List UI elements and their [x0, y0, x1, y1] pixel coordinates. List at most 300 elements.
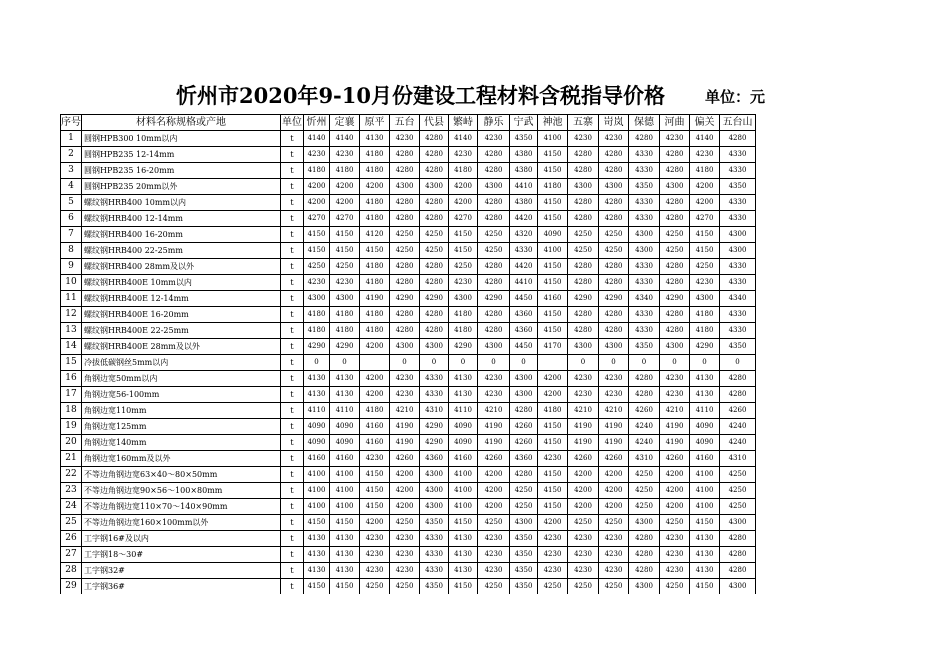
price-cell: 4200	[660, 467, 690, 483]
price-cell: 4160	[304, 451, 330, 467]
material-name-cell: 角钢边宽160mm及以外	[82, 451, 281, 467]
price-cell: 4230	[568, 547, 599, 563]
price-cell: 4200	[360, 179, 390, 195]
price-cell: 4300	[599, 179, 629, 195]
price-cell: 4280	[720, 531, 756, 547]
unit-cell: t	[281, 515, 304, 531]
price-cell: 4280	[390, 147, 420, 163]
price-cell: 4250	[568, 227, 599, 243]
price-cell: 4260	[478, 451, 510, 467]
price-cell: 4350	[510, 531, 538, 547]
price-cell: 4230	[330, 275, 360, 291]
page-title: 忻州市2020年9-10月份建设工程材料含税指导价格	[176, 83, 665, 108]
unit-label: 单位：元	[705, 88, 766, 106]
price-cell: 4150	[449, 515, 478, 531]
price-cell: 4300	[660, 179, 690, 195]
price-cell: 4230	[599, 387, 629, 403]
column-header: 宁武	[510, 115, 538, 131]
material-name-cell: 螺纹钢HRB400 22-25mm	[82, 243, 281, 259]
table-row	[61, 211, 756, 227]
price-cell: 4290	[420, 435, 449, 451]
price-cell: 4280	[599, 211, 629, 227]
price-cell: 4150	[690, 515, 720, 531]
unit-cell: t	[281, 483, 304, 499]
price-cell: 4130	[304, 387, 330, 403]
price-cell: 4230	[538, 531, 568, 547]
price-cell: 4280	[720, 547, 756, 563]
price-cell: 4090	[538, 227, 568, 243]
price-cell: 4200	[568, 467, 599, 483]
price-cell: 4200	[390, 467, 420, 483]
price-cell: 4280	[390, 275, 420, 291]
unit-cell: t	[281, 323, 304, 339]
price-cell: 4300	[568, 179, 599, 195]
price-cell: 4180	[360, 323, 390, 339]
price-cell: 4150	[449, 579, 478, 595]
price-cell: 4250	[660, 515, 690, 531]
price-cell: 4150	[538, 259, 568, 275]
price-cell: 0	[720, 355, 756, 371]
price-cell: 4260	[720, 403, 756, 419]
price-cell: 4230	[478, 371, 510, 387]
price-cell: 4230	[568, 387, 599, 403]
price-cell: 4290	[304, 339, 330, 355]
price-cell: 4280	[420, 163, 449, 179]
price-cell: 4200	[360, 515, 390, 531]
material-name-cell: 不等边角钢边宽110×70～140×90mm	[82, 499, 281, 515]
price-cell: 4280	[629, 371, 660, 387]
price-cell: 4200	[538, 371, 568, 387]
table-row	[61, 259, 756, 275]
price-cell: 4280	[720, 131, 756, 147]
price-cell: 4410	[510, 275, 538, 291]
price-cell: 4190	[599, 419, 629, 435]
price-cell: 4200	[360, 387, 390, 403]
price-cell: 4280	[478, 147, 510, 163]
price-cell: 4290	[449, 339, 478, 355]
price-cell: 4330	[420, 371, 449, 387]
price-cell: 4280	[629, 531, 660, 547]
row-seq-cell: 17	[61, 387, 82, 403]
material-name-cell: 工字钢18～30#	[82, 547, 281, 563]
price-cell: 4300	[449, 291, 478, 307]
price-cell: 4230	[390, 531, 420, 547]
price-cell: 4270	[690, 211, 720, 227]
price-cell: 4330	[720, 259, 756, 275]
price-cell: 4110	[449, 403, 478, 419]
price-cell: 4340	[629, 291, 660, 307]
price-cell: 4150	[360, 483, 390, 499]
price-cell: 4230	[360, 531, 390, 547]
price-cell: 4280	[568, 307, 599, 323]
price-cell: 0	[420, 355, 449, 371]
price-cell: 4190	[568, 419, 599, 435]
price-cell: 4280	[660, 163, 690, 179]
price-cell: 4200	[390, 499, 420, 515]
material-name-cell: 螺纹钢HRB400 28mm及以外	[82, 259, 281, 275]
unit-cell: t	[281, 307, 304, 323]
price-cell: 4250	[568, 243, 599, 259]
column-header: 河曲	[660, 115, 690, 131]
price-cell: 4230	[478, 387, 510, 403]
price-cell: 4090	[449, 435, 478, 451]
price-cell: 4210	[390, 403, 420, 419]
price-cell: 4180	[330, 307, 360, 323]
price-cell: 4150	[304, 515, 330, 531]
price-cell: 4180	[690, 163, 720, 179]
price-cell: 4160	[538, 291, 568, 307]
price-cell: 4250	[330, 259, 360, 275]
price-cell: 4450	[510, 339, 538, 355]
price-cell: 4280	[660, 195, 690, 211]
price-cell: 4230	[478, 563, 510, 579]
price-cell: 4250	[720, 467, 756, 483]
price-cell: 0	[568, 355, 599, 371]
unit-cell: t	[281, 451, 304, 467]
price-cell: 4150	[690, 227, 720, 243]
price-cell: 4230	[660, 371, 690, 387]
material-name-cell: 不等边角钢边宽160×100mm以外	[82, 515, 281, 531]
price-cell: 4130	[330, 547, 360, 563]
title-row	[0, 80, 950, 110]
price-cell: 4130	[330, 387, 360, 403]
price-cell: 4280	[420, 323, 449, 339]
price-cell: 4150	[330, 227, 360, 243]
price-cell: 4380	[510, 195, 538, 211]
price-cell: 4100	[690, 499, 720, 515]
price-cell: 4150	[538, 467, 568, 483]
column-header: 代县	[420, 115, 449, 131]
price-cell: 4310	[629, 451, 660, 467]
price-cell: 4260	[510, 419, 538, 435]
price-cell: 4280	[629, 131, 660, 147]
row-seq-cell: 9	[61, 259, 82, 275]
price-cell: 4300	[420, 339, 449, 355]
price-cell: 4230	[360, 547, 390, 563]
price-cell: 4300	[478, 179, 510, 195]
price-cell: 4330	[720, 211, 756, 227]
price-cell: 4130	[304, 563, 330, 579]
table-row	[61, 547, 756, 563]
price-cell: 4300	[629, 515, 660, 531]
price-cell: 4200	[538, 387, 568, 403]
price-cell: 4130	[690, 531, 720, 547]
price-cell: 4250	[360, 579, 390, 595]
price-cell: 4200	[660, 499, 690, 515]
unit-cell: t	[281, 147, 304, 163]
row-seq-cell: 5	[61, 195, 82, 211]
price-cell: 4200	[304, 195, 330, 211]
unit-cell: t	[281, 403, 304, 419]
table-row	[61, 227, 756, 243]
price-cell: 4090	[690, 419, 720, 435]
price-cell: 4150	[690, 243, 720, 259]
price-cell: 4250	[568, 579, 599, 595]
price-cell: 4150	[360, 243, 390, 259]
price-cell: 4190	[660, 435, 690, 451]
row-seq-cell: 25	[61, 515, 82, 531]
row-seq-cell: 29	[61, 579, 82, 595]
price-cell: 4160	[449, 451, 478, 467]
price-cell: 4130	[449, 387, 478, 403]
price-cell: 4100	[449, 483, 478, 499]
unit-cell: t	[281, 547, 304, 563]
material-name-cell: 圆钢HPB235 12-14mm	[82, 147, 281, 163]
price-cell: 4280	[420, 259, 449, 275]
price-cell: 4260	[599, 451, 629, 467]
price-cell: 4250	[629, 467, 660, 483]
material-name-cell: 螺纹钢HRB400 10mm以内	[82, 195, 281, 211]
unit-cell: t	[281, 179, 304, 195]
material-name-cell: 螺纹钢HRB400 12-14mm	[82, 211, 281, 227]
price-cell: 4260	[660, 451, 690, 467]
price-cell: 4350	[420, 515, 449, 531]
price-cell: 4130	[690, 547, 720, 563]
price-cell: 4280	[478, 163, 510, 179]
price-cell: 4130	[360, 131, 390, 147]
price-cell: 4100	[330, 499, 360, 515]
price-cell: 4250	[478, 243, 510, 259]
table-row	[61, 195, 756, 211]
unit-cell: t	[281, 435, 304, 451]
price-cell: 4180	[360, 259, 390, 275]
price-cell: 4280	[599, 323, 629, 339]
price-cell: 4200	[478, 499, 510, 515]
price-cell: 4140	[304, 131, 330, 147]
price-cell: 4160	[360, 435, 390, 451]
price-cell: 4330	[629, 275, 660, 291]
price-cell: 4350	[720, 339, 756, 355]
price-cell: 4270	[304, 211, 330, 227]
price-cell: 0	[629, 355, 660, 371]
price-cell: 4180	[304, 163, 330, 179]
price-cell: 4200	[690, 179, 720, 195]
price-cell: 4250	[599, 227, 629, 243]
price-cell: 4150	[304, 243, 330, 259]
price-cell: 4250	[720, 483, 756, 499]
row-seq-cell: 28	[61, 563, 82, 579]
price-cell: 4100	[304, 499, 330, 515]
price-cell: 4230	[599, 131, 629, 147]
price-cell: 4250	[599, 243, 629, 259]
price-cell: 4090	[304, 435, 330, 451]
material-name-cell: 圆钢HPB235 20mm以外	[82, 179, 281, 195]
price-cell: 4190	[478, 435, 510, 451]
price-cell: 4310	[420, 403, 449, 419]
price-cell: 4150	[538, 195, 568, 211]
material-name-cell: 圆钢HPB235 16-20mm	[82, 163, 281, 179]
price-cell: 4280	[629, 547, 660, 563]
column-header: 岢岚	[599, 115, 629, 131]
price-cell: 4190	[390, 435, 420, 451]
price-cell: 4200	[330, 195, 360, 211]
price-cell: 4200	[660, 483, 690, 499]
table-row	[61, 339, 756, 355]
table-row	[61, 531, 756, 547]
price-cell: 4160	[330, 451, 360, 467]
price-cell: 4280	[420, 307, 449, 323]
price-cell: 4280	[390, 195, 420, 211]
price-cell: 4100	[330, 467, 360, 483]
price-cell: 4250	[629, 483, 660, 499]
row-seq-cell: 11	[61, 291, 82, 307]
price-cell: 4230	[390, 131, 420, 147]
price-cell: 4180	[360, 195, 390, 211]
price-cell: 4290	[478, 291, 510, 307]
price-cell: 4150	[360, 499, 390, 515]
unit-cell: t	[281, 163, 304, 179]
price-cell: 4280	[599, 259, 629, 275]
price-cell: 4130	[690, 387, 720, 403]
price-cell: 4330	[720, 195, 756, 211]
price-cell: 4330	[420, 547, 449, 563]
price-cell: 4280	[568, 211, 599, 227]
row-seq-cell: 26	[61, 531, 82, 547]
row-seq-cell: 10	[61, 275, 82, 291]
table-row	[61, 275, 756, 291]
price-cell: 4250	[390, 579, 420, 595]
price-cell: 4190	[478, 419, 510, 435]
price-cell: 4280	[599, 307, 629, 323]
price-cell: 4300	[420, 467, 449, 483]
price-cell: 4180	[360, 163, 390, 179]
unit-cell: t	[281, 211, 304, 227]
price-cell: 4210	[660, 403, 690, 419]
price-cell: 4350	[510, 131, 538, 147]
price-cell: 4250	[660, 243, 690, 259]
price-cell: 4200	[330, 179, 360, 195]
price-cell: 4350	[629, 339, 660, 355]
table-row	[61, 163, 756, 179]
price-cell: 4290	[690, 339, 720, 355]
price-cell: 4280	[568, 323, 599, 339]
price-cell: 4230	[568, 563, 599, 579]
table-row	[61, 515, 756, 531]
unit-cell: t	[281, 339, 304, 355]
price-cell: 4250	[660, 227, 690, 243]
price-cell: 4300	[390, 339, 420, 355]
price-cell: 4280	[599, 275, 629, 291]
price-cell: 4330	[720, 323, 756, 339]
price-cell: 4280	[478, 195, 510, 211]
column-header: 材料名称规格或产地	[82, 115, 281, 131]
price-cell: 4130	[304, 531, 330, 547]
price-cell: 4240	[629, 435, 660, 451]
column-header: 保德	[629, 115, 660, 131]
price-cell: 4100	[690, 483, 720, 499]
price-cell: 4230	[478, 547, 510, 563]
table-body	[61, 131, 756, 595]
price-cell: 4150	[690, 579, 720, 595]
table-row	[61, 387, 756, 403]
table-row	[61, 499, 756, 515]
price-cell: 4150	[330, 243, 360, 259]
price-cell: 4130	[304, 547, 330, 563]
row-seq-cell: 12	[61, 307, 82, 323]
row-seq-cell: 22	[61, 467, 82, 483]
price-cell: 4280	[660, 259, 690, 275]
material-name-cell: 螺纹钢HRB400E 16-20mm	[82, 307, 281, 323]
price-cell: 4300	[420, 483, 449, 499]
price-cell: 0	[449, 355, 478, 371]
column-header: 原平	[360, 115, 390, 131]
price-cell: 4240	[720, 435, 756, 451]
price-cell: 4230	[390, 547, 420, 563]
price-cell: 4280	[660, 147, 690, 163]
price-cell: 4130	[449, 371, 478, 387]
material-name-cell: 螺纹钢HRB400E 28mm及以外	[82, 339, 281, 355]
price-cell: 4160	[690, 451, 720, 467]
price-cell: 4180	[360, 403, 390, 419]
price-cell: 0	[304, 355, 330, 371]
price-cell: 4280	[478, 307, 510, 323]
price-cell: 0	[330, 355, 360, 371]
unit-cell: t	[281, 195, 304, 211]
price-cell: 4380	[510, 163, 538, 179]
price-cell: 4300	[720, 243, 756, 259]
price-cell	[538, 355, 568, 371]
price-cell: 4280	[510, 403, 538, 419]
price-cell: 4230	[538, 547, 568, 563]
price-cell: 4230	[478, 531, 510, 547]
price-cell: 4130	[330, 563, 360, 579]
price-cell: 4260	[629, 403, 660, 419]
price-cell: 4200	[568, 483, 599, 499]
row-seq-cell: 15	[61, 355, 82, 371]
table-row	[61, 179, 756, 195]
price-cell: 4250	[478, 515, 510, 531]
price-cell: 4190	[660, 419, 690, 435]
price-cell: 4230	[538, 451, 568, 467]
material-name-cell: 螺纹钢HRB400 16-20mm	[82, 227, 281, 243]
price-cell: 4280	[720, 371, 756, 387]
row-seq-cell: 27	[61, 547, 82, 563]
unit-cell: t	[281, 259, 304, 275]
price-cell: 4350	[720, 179, 756, 195]
price-cell: 4280	[390, 259, 420, 275]
row-seq-cell: 4	[61, 179, 82, 195]
column-header: 神池	[538, 115, 568, 131]
price-cell: 4230	[690, 147, 720, 163]
row-seq-cell: 13	[61, 323, 82, 339]
price-cell: 4200	[478, 483, 510, 499]
price-cell: 4280	[420, 195, 449, 211]
price-cell: 4420	[510, 211, 538, 227]
price-cell: 4130	[330, 371, 360, 387]
column-header: 忻州	[304, 115, 330, 131]
material-name-cell: 螺纹钢HRB400E 22-25mm	[82, 323, 281, 339]
price-cell: 4360	[510, 323, 538, 339]
price-cell: 0	[690, 355, 720, 371]
unit-cell: t	[281, 227, 304, 243]
price-cell: 4280	[568, 259, 599, 275]
price-cell: 4120	[360, 227, 390, 243]
price-table	[60, 114, 756, 594]
price-cell: 4130	[330, 531, 360, 547]
price-cell: 4250	[390, 515, 420, 531]
price-cell: 4230	[449, 275, 478, 291]
table-row	[61, 323, 756, 339]
price-cell: 4230	[660, 131, 690, 147]
row-seq-cell: 3	[61, 163, 82, 179]
unit-cell: t	[281, 291, 304, 307]
price-cell: 4180	[360, 211, 390, 227]
price-cell: 4150	[538, 147, 568, 163]
material-name-cell: 工字钢32#	[82, 563, 281, 579]
price-cell: 4260	[510, 435, 538, 451]
price-cell: 4150	[538, 163, 568, 179]
column-header: 五台山	[720, 115, 756, 131]
